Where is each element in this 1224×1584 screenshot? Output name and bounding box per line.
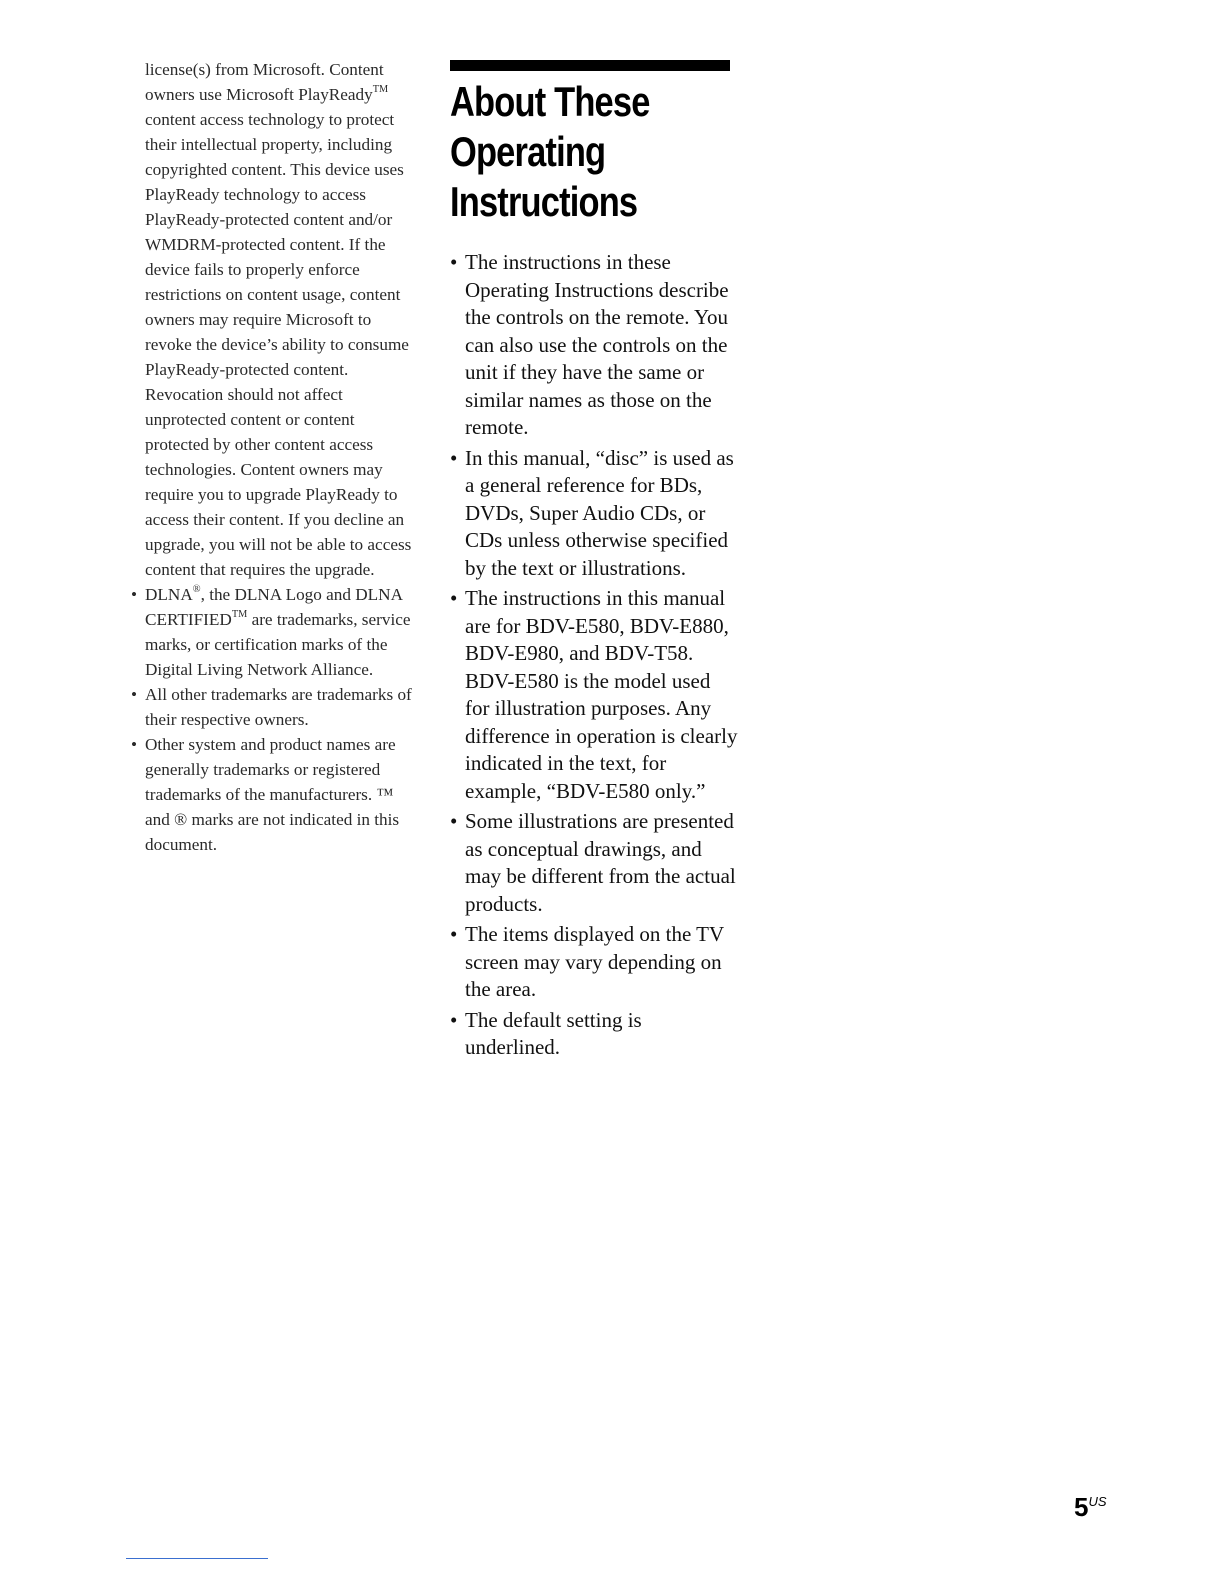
dlna-name: DLNA xyxy=(145,585,193,604)
list-item: • The instructions in this manual are for BDV-E580, BDV-E880, BDV-E980, and BDV-T58. BDV-E580 is the model used for illustration purposes. Any difference in operation is clearly indicated in the text, for example, “BDV-E580 only.” xyxy=(450,585,740,805)
trademark-list xyxy=(130,582,420,857)
dlna-text-end: are trademarks, service marks, or certification marks of the Digital Living Network Alliance. xyxy=(145,610,411,679)
list-item: • The items displayed on the TV screen may vary depending on the area. xyxy=(450,921,740,1004)
reg-mark: ® xyxy=(192,583,201,595)
playready-text-1: license(s) from Microsoft. Content owners use Microsoft PlayReady xyxy=(145,60,384,104)
trademark-item: • Other system and product names are generally trademarks or registered trademarks of the manufacturers. ™ and ® marks are not indicated in this document. xyxy=(130,732,420,857)
footer-divider xyxy=(126,1558,268,1559)
left-column xyxy=(130,57,420,857)
dlna-trademark-item xyxy=(130,582,420,682)
tm-mark: TM xyxy=(372,83,389,95)
list-item: • Some illustrations are presented as conceptual drawings, and may be different from the actual products. xyxy=(450,808,740,918)
page-region-suffix: US xyxy=(1088,1494,1107,1509)
dlna-text-mid: , the DLNA Logo and DLNA CERTIFIED xyxy=(145,585,403,629)
page-number xyxy=(1074,1492,1107,1523)
section-rule xyxy=(450,60,730,71)
dlna-tm-mark: TM xyxy=(231,608,248,620)
list-item: • The default setting is underlined. xyxy=(450,1007,740,1062)
page-number-value: 5 xyxy=(1074,1492,1089,1522)
section-heading: About These Operating Instructions xyxy=(450,78,650,225)
list-item: • The instructions in these Operating Instructions describe the controls on the remote. You can also use the controls on the unit if they have the same or similar names as those on the remote. xyxy=(450,249,740,442)
trademark-item: • All other trademarks are trademarks of their respective owners. xyxy=(130,682,420,732)
playready-text-2: content access technology to protect their intellectual property, including copyrighted content. This device uses PlayReady technology to access PlayReady-protected content and/or WMDRM-protected content. If the device fails to properly enforce restrictions on content usage, content owners may require Microsoft to revoke the device’s ability to consume PlayReady-protected content. Revocation should not affect unprotected content or content protected by other content access technologies. Content owners may require you to upgrade PlayReady to access their content. If you decline an upgrade, you will not be able to access content that requires the upgrade. xyxy=(145,110,412,579)
instructions-list xyxy=(450,249,740,1062)
list-item: • In this manual, “disc” is used as a general reference for BDs, DVDs, Super Audio CDs, or CDs unless otherwise specified by the text or illustrations. xyxy=(450,445,740,583)
playready-paragraph xyxy=(130,57,420,582)
right-column xyxy=(450,60,740,1065)
